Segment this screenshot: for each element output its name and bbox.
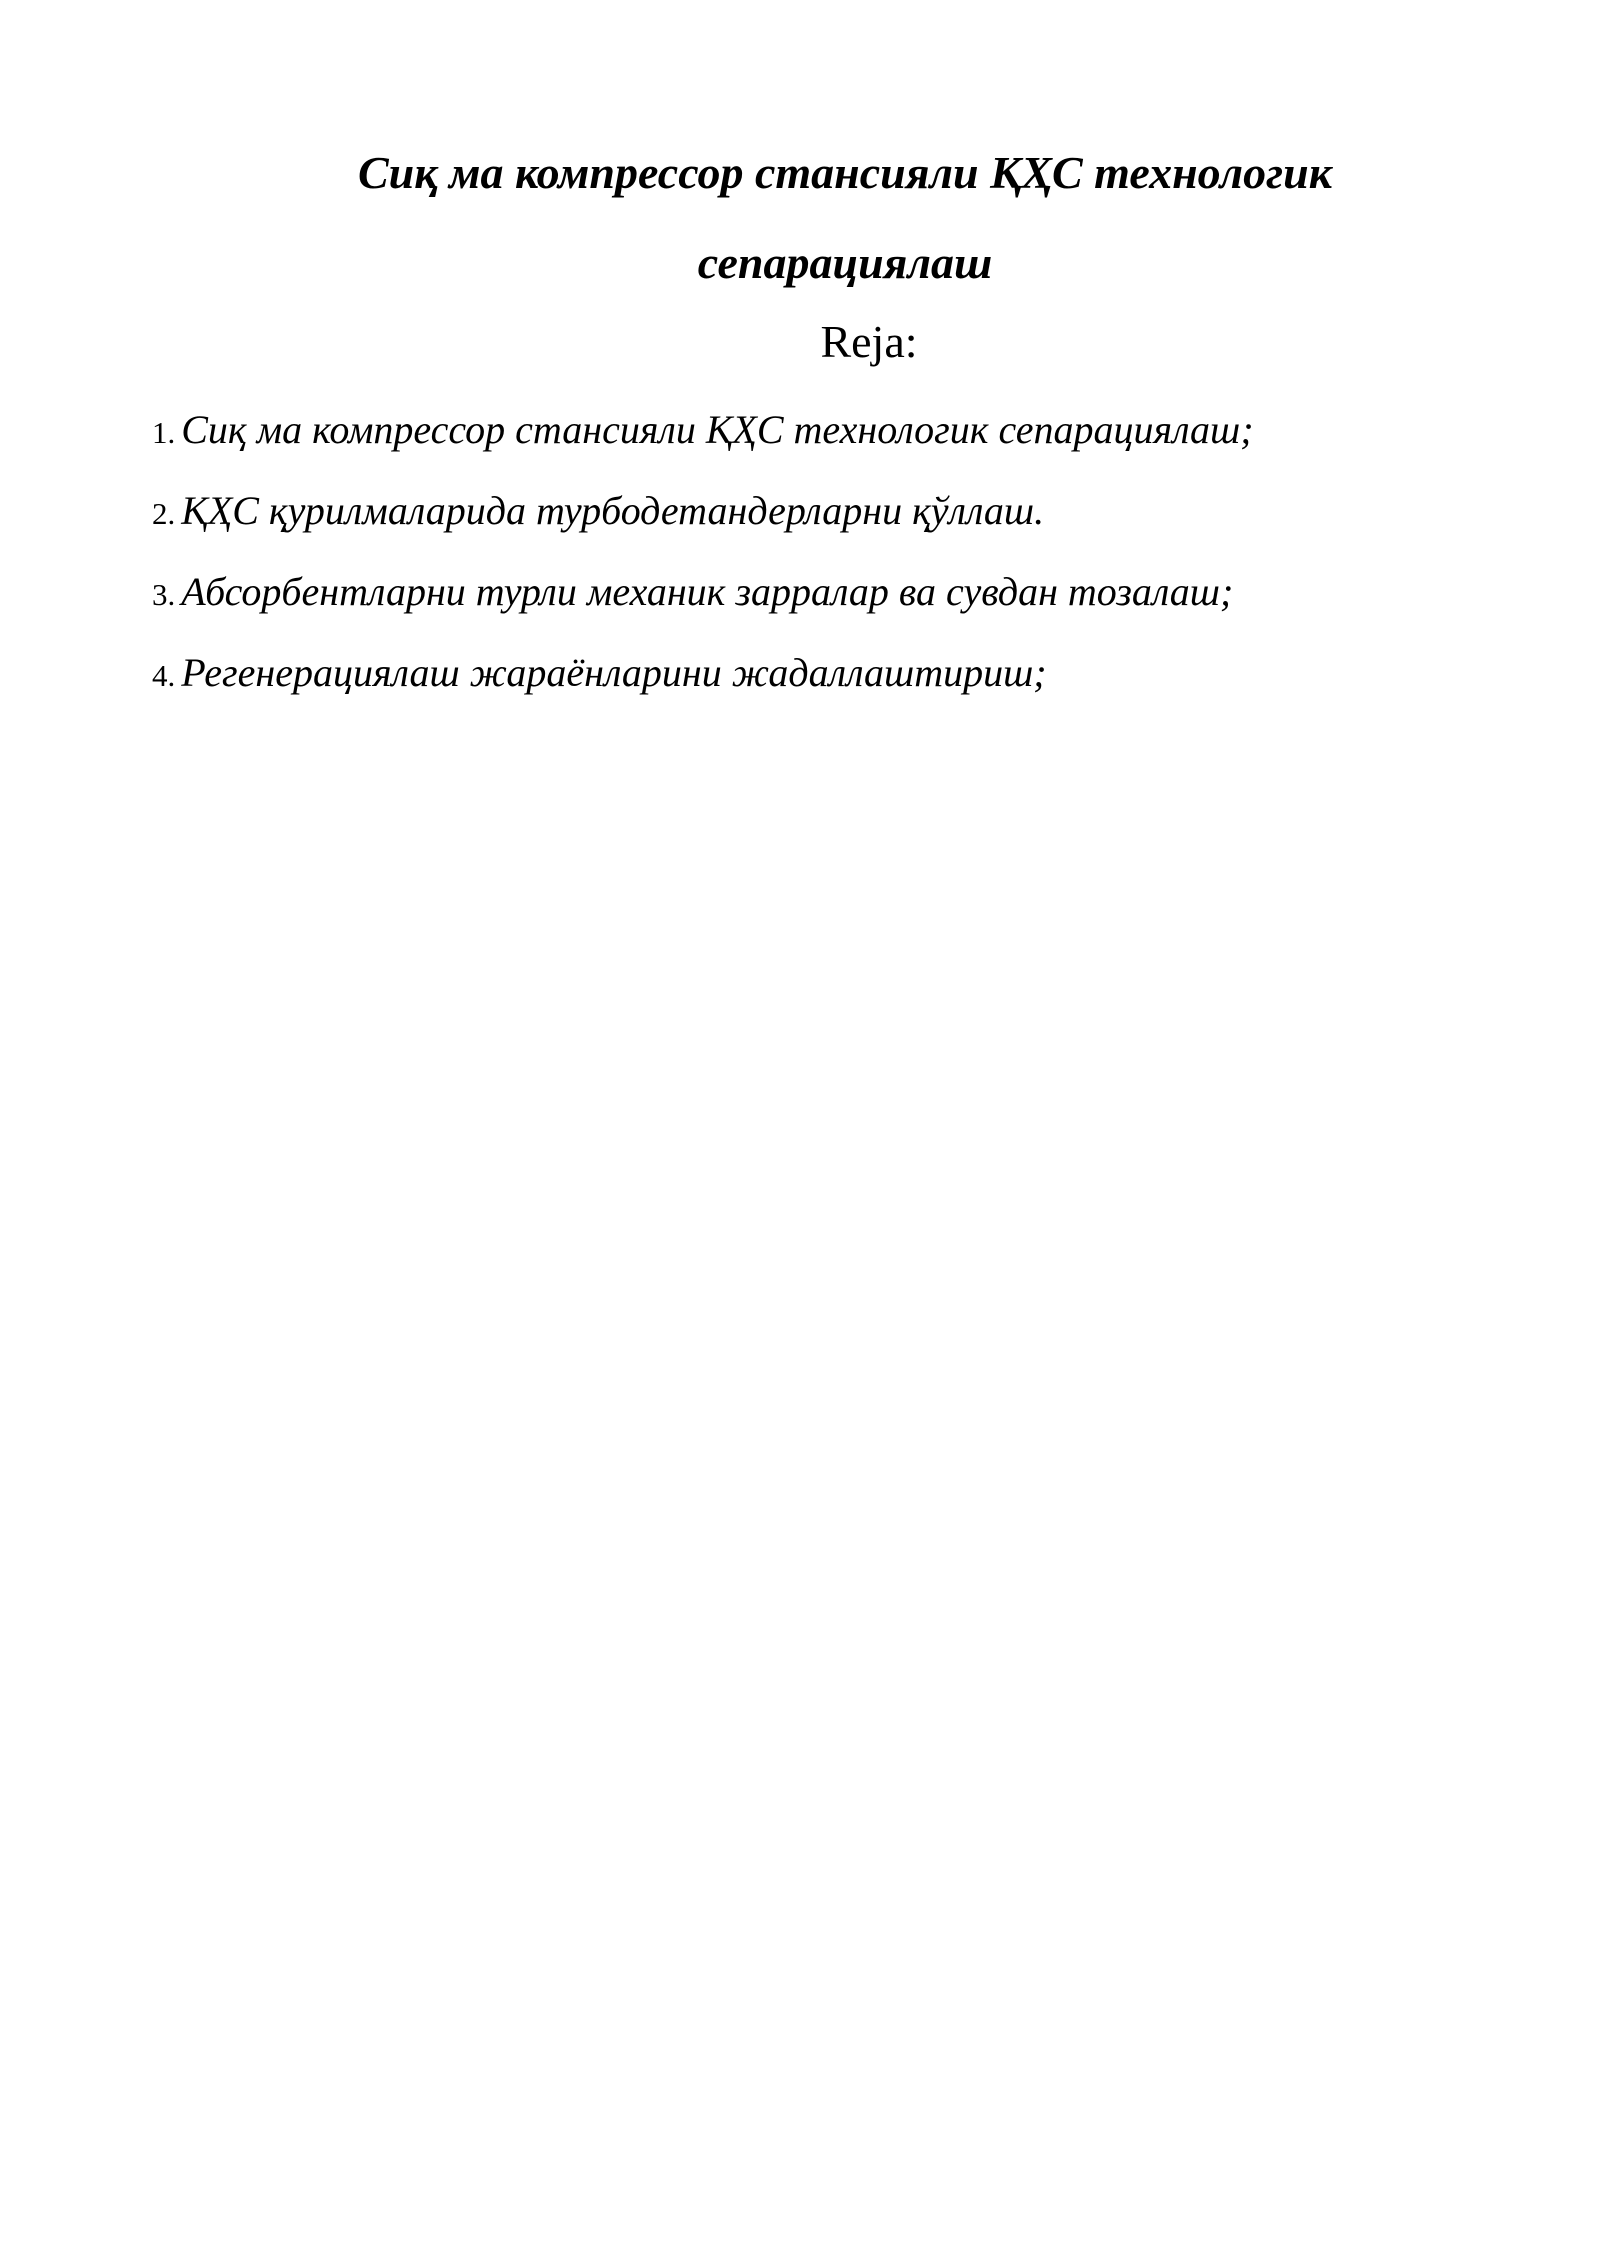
plan-item-2 [152,481,1254,562]
plan-item-text: Регенерациялаш жараёнларини жадаллаштириш; [181,650,1047,695]
plan-item-number: 3. [152,577,176,612]
plan-item-3 [152,562,1254,643]
title-line-1: Сиқ ма компрессор стансияли ҚҲС технологик [357,147,1333,198]
plan-list [152,400,1254,724]
title-line-2: сепарациялаш [697,237,993,288]
plan-item-text: Абсорбентларни турли механик зарралар ва сувдан тозалаш; [181,569,1234,614]
plan-item-number: 2. [152,496,176,531]
plan-item-text: ҚҲС қурилмаларида турбодетандерларни қўллаш. [181,488,1045,533]
plan-item-4 [152,643,1254,724]
plan-heading: Reja: [820,316,918,367]
plan-item-text: Сиқ ма компрессор стансияли ҚҲС технологик сепарациялаш; [181,407,1254,452]
plan-item-number: 4. [152,658,176,693]
plan-item-number: 1. [152,415,176,450]
document-title [0,128,1600,308]
plan-item-1 [152,400,1254,481]
